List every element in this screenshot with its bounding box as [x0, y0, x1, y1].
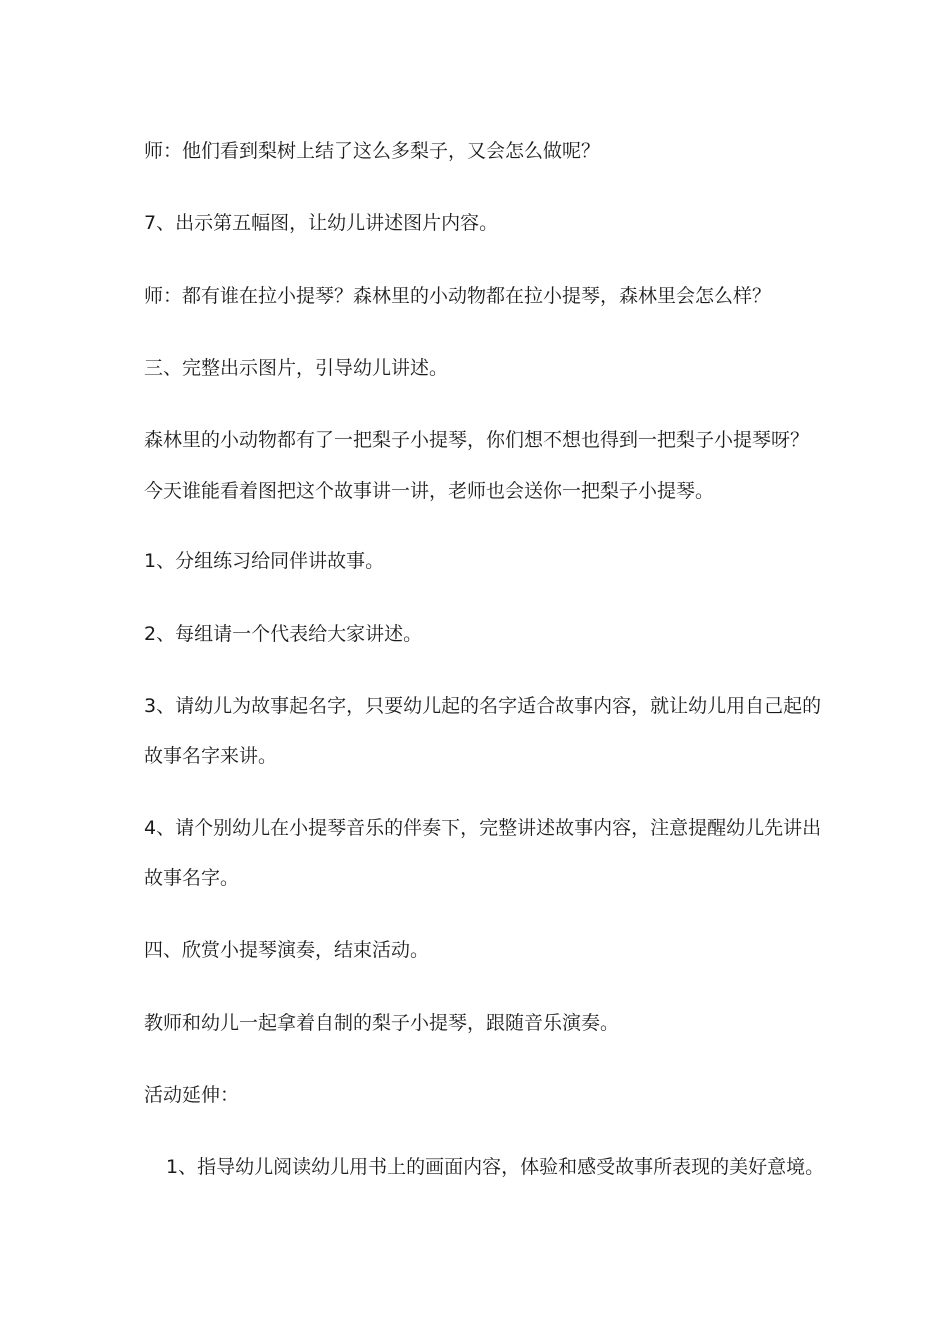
- extension-item-1: 1、指导幼儿阅读幼儿用书上的画面内容，体验和感受故事所表现的美好意境。: [166, 1156, 825, 1178]
- paragraph-performance: 教师和幼儿一起拿着自制的梨子小提琴，跟随音乐演奏。: [144, 1012, 620, 1034]
- section-4-heading: 四、欣赏小提琴演奏，结束活动。: [144, 939, 430, 961]
- step-3-line-1: 3、请幼儿为故事起名字，只要幼儿起的名字适合故事内容，就让幼儿用自己起的: [144, 695, 822, 717]
- paragraph-forest-line-1: 森林里的小动物都有了一把梨子小提琴，你们想不想也得到一把梨子小提琴呀？: [144, 429, 810, 451]
- teacher-question-pears: 师：他们看到梨树上结了这么多梨子，又会怎么做呢？: [144, 140, 601, 162]
- step-4-line-2: 故事名字。: [144, 867, 240, 889]
- step-3-line-2: 故事名字来讲。: [144, 745, 278, 767]
- step-4-line-1: 4、请个别幼儿在小提琴音乐的伴奏下，完整讲述故事内容，注意提醒幼儿先讲出: [144, 817, 822, 839]
- paragraph-forest-line-2: 今天谁能看着图把这个故事讲一讲，老师也会送你一把梨子小提琴。: [144, 480, 715, 502]
- section-3-heading: 三、完整出示图片，引导幼儿讲述。: [144, 357, 449, 379]
- step-7-text: 7、出示第五幅图，让幼儿讲述图片内容。: [144, 212, 499, 234]
- activity-extension-heading: 活动延伸：: [144, 1084, 240, 1106]
- step-2-text: 2、每组请一个代表给大家讲述。: [144, 623, 423, 645]
- step-1-text: 1、分组练习给同伴讲故事。: [144, 550, 385, 572]
- teacher-question-violin: 师：都有谁在拉小提琴？森林里的小动物都在拉小提琴，森林里会怎么样？: [144, 285, 772, 307]
